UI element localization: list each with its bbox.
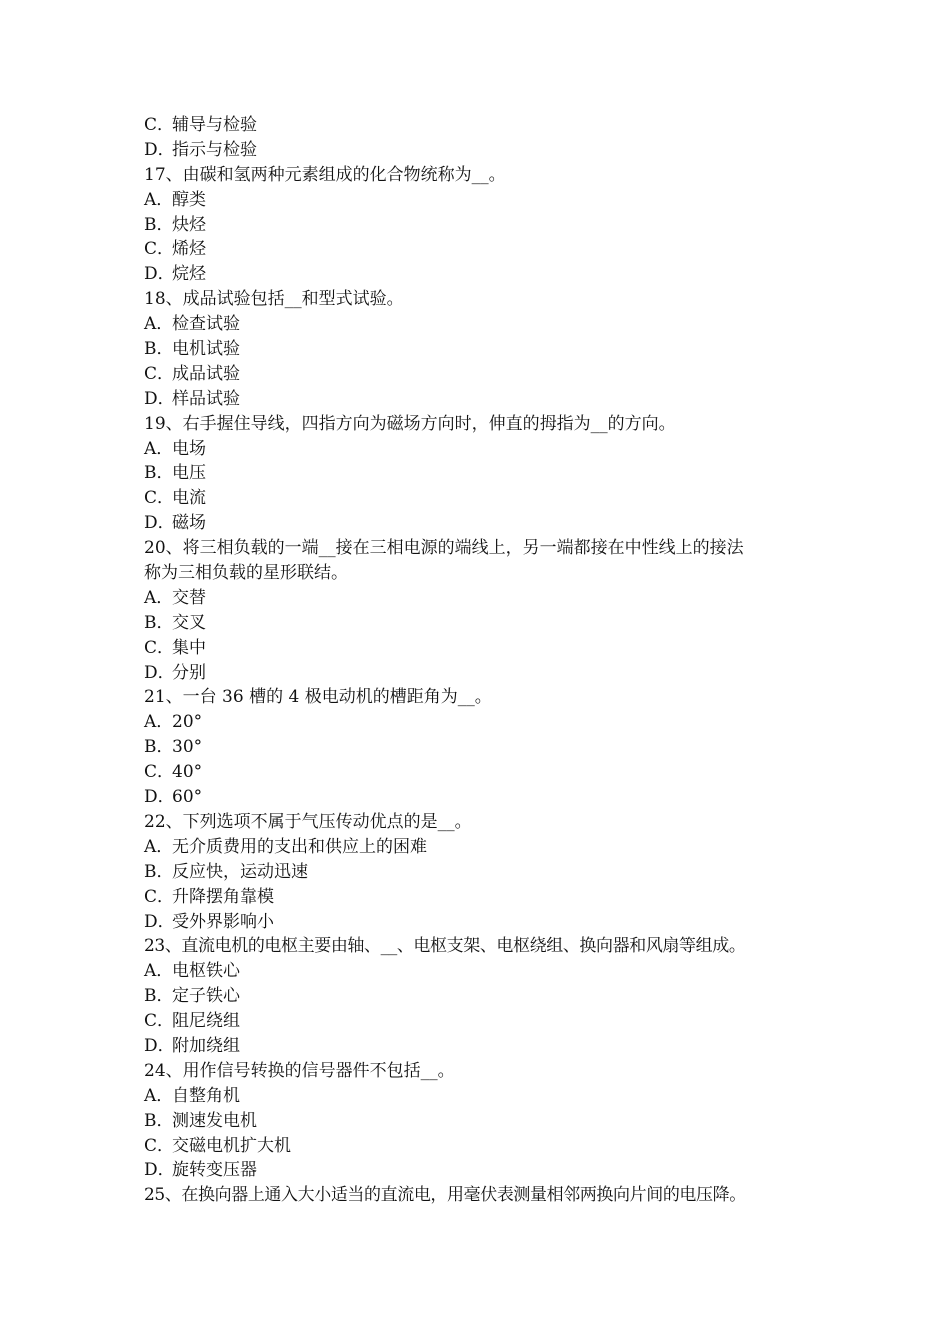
answer-option: [144, 1034, 824, 1059]
answer-option: [144, 586, 824, 611]
option-text: 烷烃: [172, 264, 206, 285]
answer-option: [144, 1009, 824, 1034]
answer-option: [144, 312, 824, 337]
option-text: 醇类: [172, 189, 206, 210]
option-letter: D．: [144, 264, 175, 285]
answer-option: [144, 486, 824, 511]
answer-option: [144, 437, 824, 462]
option-text: 无介质费用的支出和供应上的困难: [172, 836, 427, 857]
answer-option: [144, 710, 824, 735]
option-text: 电机试验: [172, 339, 240, 360]
option-letter: B．: [144, 1110, 174, 1131]
option-text: 阻尼绕组: [172, 1011, 240, 1032]
option-letter: A．: [144, 314, 174, 335]
answer-option: [144, 461, 824, 486]
option-letter: A．: [144, 961, 174, 982]
option-text: 分别: [172, 662, 206, 683]
question-line: 19、右手握住导线，四指方向为磁场方向时，伸直的拇指为__的方向。: [144, 413, 676, 434]
answer-option: [144, 611, 824, 636]
option-letter: C．: [144, 762, 175, 783]
option-letter: C．: [144, 488, 175, 509]
answer-option: [144, 1109, 824, 1134]
option-text: 自整角机: [172, 1085, 240, 1106]
option-letter: C．: [144, 886, 175, 907]
question-line: 17、由碳和氢两种元素组成的化合物统称为__。: [144, 164, 506, 185]
option-text: 40°: [172, 762, 203, 783]
answer-option: [144, 959, 824, 984]
option-letter: D．: [144, 787, 175, 808]
question-line: 25、在换向器上通入大小适当的直流电，用毫伏表测量相邻两换向片间的电压降。: [144, 1185, 746, 1206]
answer-option: [144, 362, 824, 387]
option-letter: A．: [144, 836, 174, 857]
answer-option: [144, 984, 824, 1009]
option-text: 旋转变压器: [172, 1160, 257, 1181]
option-letter: B．: [144, 612, 174, 633]
option-text: 60°: [172, 787, 203, 808]
answer-option: [144, 860, 824, 885]
answer-option: [144, 262, 824, 287]
option-text: 检查试验: [172, 314, 240, 335]
option-text: 电压: [172, 463, 206, 484]
option-text: 交磁电机扩大机: [172, 1135, 291, 1156]
answer-option: [144, 113, 824, 138]
answer-option: [144, 387, 824, 412]
option-letter: C．: [144, 239, 175, 260]
answer-option: [144, 1084, 824, 1109]
question-line: 21、一台 36 槽的 4 极电动机的槽距角为__。: [144, 687, 492, 708]
answer-option: [144, 735, 824, 760]
option-text: 受外界影响小: [172, 911, 274, 932]
option-text: 30°: [172, 737, 203, 758]
answer-option: [144, 661, 824, 686]
option-text: 附加绕组: [172, 1035, 240, 1056]
option-letter: B．: [144, 737, 174, 758]
answer-option: [144, 337, 824, 362]
answer-option: [144, 188, 824, 213]
option-letter: A．: [144, 712, 174, 733]
answer-option: [144, 885, 824, 910]
question-line: 18、成品试验包括__和型式试验。: [144, 289, 404, 310]
option-letter: D．: [144, 388, 175, 409]
question-line: 20、将三相负载的一端__接在三相电源的端线上，另一端都接在中性线上的接法: [144, 538, 744, 559]
option-text: 反应快，运动迅速: [172, 861, 308, 882]
option-text: 电枢铁心: [172, 961, 240, 982]
option-text: 电场: [172, 438, 206, 459]
question-line: 23、直流电机的电枢主要由轴、__、电枢支架、电枢绕组、换向器和风扇等组成。: [144, 936, 746, 957]
option-text: 升降摆角靠模: [172, 886, 274, 907]
exam-text-body: [144, 113, 824, 1208]
option-letter: B．: [144, 339, 174, 360]
answer-option: [144, 511, 824, 536]
option-text: 20°: [172, 712, 203, 733]
option-text: 辅导与检验: [172, 115, 257, 135]
answer-option: [144, 785, 824, 810]
option-text: 烯烃: [172, 239, 206, 260]
option-text: 指示与检验: [172, 139, 257, 160]
option-text: 电流: [172, 488, 206, 509]
option-letter: C．: [144, 1135, 175, 1156]
answer-option: [144, 1134, 824, 1159]
option-letter: C．: [144, 115, 175, 135]
option-text: 交叉: [172, 612, 206, 633]
option-text: 交替: [172, 587, 206, 608]
option-letter: D．: [144, 1160, 175, 1181]
option-letter: C．: [144, 637, 175, 658]
option-letter: B．: [144, 463, 174, 484]
answer-option: [144, 237, 824, 262]
answer-option: [144, 636, 824, 661]
option-letter: B．: [144, 214, 174, 235]
option-letter: A．: [144, 438, 174, 459]
question-line: 24、用作信号转换的信号器件不包括__。: [144, 1060, 455, 1081]
option-letter: B．: [144, 986, 174, 1007]
option-letter: B．: [144, 861, 174, 882]
option-letter: D．: [144, 513, 175, 534]
option-text: 测速发电机: [172, 1110, 257, 1131]
option-text: 样品试验: [172, 388, 240, 409]
option-text: 集中: [172, 637, 206, 658]
option-letter: A．: [144, 1085, 174, 1106]
answer-option: [144, 1158, 824, 1183]
option-text: 定子铁心: [172, 986, 240, 1007]
option-letter: C．: [144, 363, 175, 384]
option-letter: A．: [144, 587, 174, 608]
option-text: 炔烃: [172, 214, 206, 235]
answer-option: [144, 910, 824, 935]
question-line: 22、下列选项不属于气压传动优点的是__。: [144, 811, 472, 832]
answer-option: [144, 835, 824, 860]
answer-option: [144, 213, 824, 238]
option-letter: A．: [144, 189, 174, 210]
option-text: 成品试验: [172, 363, 240, 384]
option-letter: D．: [144, 911, 175, 932]
option-letter: D．: [144, 139, 175, 160]
question-line: 称为三相负载的星形联结。: [144, 563, 348, 584]
option-letter: D．: [144, 1035, 175, 1056]
option-letter: D．: [144, 662, 175, 683]
answer-option: [144, 760, 824, 785]
answer-option: [144, 138, 824, 163]
option-text: 磁场: [172, 513, 206, 534]
option-letter: C．: [144, 1011, 175, 1032]
